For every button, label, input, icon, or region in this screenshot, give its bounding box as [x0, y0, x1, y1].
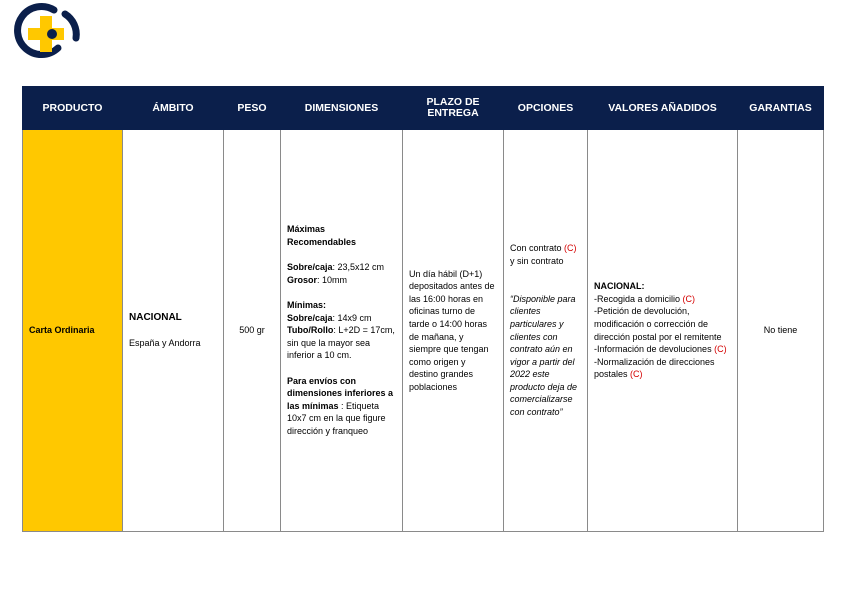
plazo-text: Un día hábil (D+1) depositados antes de las 16:00 horas en oficinas turno de tarde o 14:00 horas de mañana, y siempre que tengan como origen y destino grandes poblaciones: [409, 268, 495, 392]
valores-normalizacion: -Normalización de direcciones postales: [594, 356, 715, 380]
correos-logo: [2, 2, 88, 62]
valores-peticion: -Petición de devolución, modificación o corrección de dirección postal por el remitente: [594, 306, 722, 342]
valores-c-mark-1: (C): [682, 293, 696, 304]
dim-grosor-value: : 10mm: [317, 274, 348, 285]
dim-tubo-label: Tubo/Rollo: [287, 325, 334, 336]
valores-c-mark-2: (C): [714, 344, 727, 355]
product-name: Carta Ordinaria: [29, 325, 95, 336]
ambito-detail: España y Andorra: [129, 337, 201, 348]
valores-c-mark-3: (C): [630, 369, 643, 380]
plazo-cell: [403, 130, 504, 532]
dim-min-sobre-label: Sobre/caja: [287, 312, 333, 323]
dim-max-title: Máximas Recomendables: [287, 224, 357, 248]
peso-cell: [224, 130, 281, 532]
header-opciones: OPCIONES: [504, 87, 588, 130]
header-garantias: GARANTIAS: [738, 87, 824, 130]
peso-value: 500 gr: [239, 325, 265, 336]
product-table: [22, 86, 824, 532]
opciones-sin-contrato: y sin contrato: [510, 255, 564, 266]
header-plazo: PLAZO DE ENTREGA: [403, 87, 504, 130]
dim-max-sobre-label: Sobre/caja: [287, 262, 333, 273]
opciones-nota: “Disponible para clientes particulares y clientes con contrato aún en vigor a partir del 2022 este producto deja de comercializarse con contrato”: [510, 293, 578, 418]
valores-cell: [588, 130, 738, 532]
dim-envios-label: Para envíos con dimensiones inferiores a las mínimas: [287, 375, 394, 411]
ambito-title: NACIONAL: [129, 311, 182, 323]
valores-recogida: -Recogida a domicilio: [594, 293, 683, 304]
dim-envios-value: : Etiqueta 10x7 cm en la que figure dirección y franqueo: [287, 400, 386, 436]
header-peso: PESO: [224, 87, 281, 130]
table-row: [23, 130, 824, 532]
opciones-c-mark: (C): [564, 243, 577, 254]
garantias-value: No tiene: [763, 325, 798, 336]
valores-informacion: -Información de devoluciones: [594, 344, 715, 355]
opciones-con-contrato: Con contrato: [510, 243, 565, 254]
dimensiones-cell: [281, 130, 403, 532]
header-row: [23, 87, 824, 130]
ambito-cell: [123, 130, 224, 532]
valores-title: NACIONAL:: [594, 281, 645, 292]
dim-min-sobre-value: : 14x9 cm: [332, 312, 372, 323]
header-ambito: ÁMBITO: [123, 87, 224, 130]
garantias-cell: [738, 130, 824, 532]
dim-tubo-value: : L+2D = 17cm, sin que la mayor sea inferior a 10 cm.: [287, 325, 395, 361]
header-valores: VALORES AÑADIDOS: [588, 87, 738, 130]
product-name-cell: [23, 130, 123, 532]
dim-max-sobre-value: : 23,5x12 cm: [332, 262, 385, 273]
header-dimensiones: DIMENSIONES: [281, 87, 403, 130]
header-producto: PRODUCTO: [23, 87, 123, 130]
opciones-cell: [504, 130, 588, 532]
dim-grosor-label: Grosor: [287, 274, 318, 285]
dim-min-title: Mínimas:: [287, 300, 327, 311]
